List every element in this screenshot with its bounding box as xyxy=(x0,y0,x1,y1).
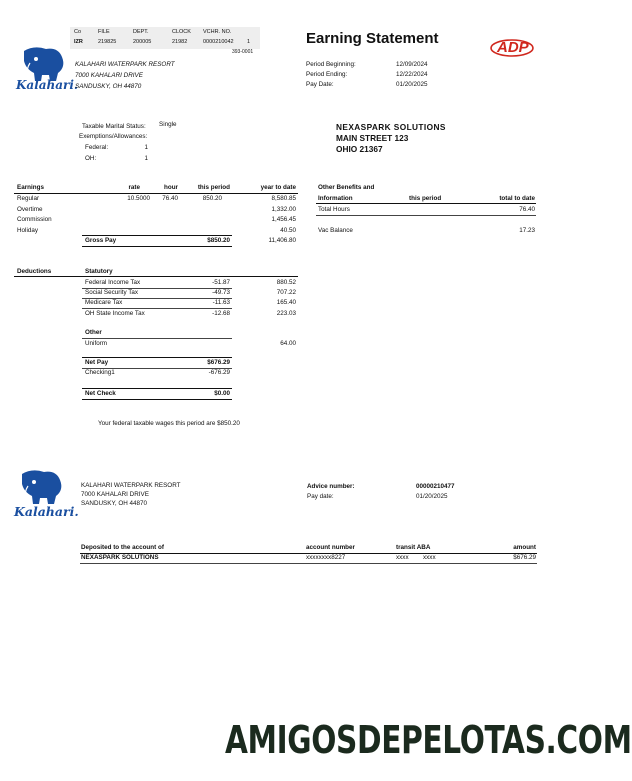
deduction-ytd: 707.22 xyxy=(276,289,296,296)
earning-ytd: 40.50 xyxy=(280,227,296,234)
marital-status-value: Single xyxy=(159,121,177,128)
benefits-heading-line1: Other Benefits and xyxy=(318,184,375,191)
advice-employer-name: KALAHARI WATERPARK RESORT xyxy=(81,482,181,489)
table-row xyxy=(318,227,536,236)
gross-bottom-rule xyxy=(82,246,232,247)
deduction-period: -49.73 xyxy=(212,289,230,296)
doc-number: 393-0001 xyxy=(232,49,254,55)
deductions-heading: Deductions xyxy=(17,268,52,275)
kalahari-logo-text: Kalahari. xyxy=(14,504,79,519)
earnings-col-ytd: year to date xyxy=(260,184,296,191)
table-row xyxy=(17,206,298,215)
advice-number-label: Advice number: xyxy=(307,483,355,490)
benefit-name: Total Hours xyxy=(318,206,350,213)
employer-name: KALAHARI WATERPARK RESORT xyxy=(75,61,175,68)
employer-street: 7000 KAHALARI DRIVE xyxy=(75,72,143,79)
table-row xyxy=(17,195,298,204)
table-row xyxy=(85,279,298,288)
checking-value: -676.29 xyxy=(208,369,230,376)
net-pay-value: $676.29 xyxy=(207,359,230,366)
deduction-period: -51.87 xyxy=(212,279,230,286)
oh-label: OH: xyxy=(85,155,97,162)
benefit-name: Vac Balance xyxy=(318,227,353,234)
deposit-row-rule xyxy=(80,563,537,564)
benefit-total: 17.23 xyxy=(519,227,535,234)
earning-name: Regular xyxy=(17,195,40,202)
deposit-name: NEXASPARK SOLUTIONS xyxy=(81,554,159,561)
earning-period: 850.20 xyxy=(202,195,222,202)
gross-top-rule xyxy=(82,235,232,236)
employee-street: MAIN STREET 123 xyxy=(336,133,409,143)
earnings-col-period: this period xyxy=(197,184,230,191)
earnings-col-hour: hour xyxy=(164,184,178,191)
table-row xyxy=(17,216,298,225)
earning-ytd: 1,332.00 xyxy=(271,206,296,213)
deduction-row-rule xyxy=(82,308,232,309)
amount-label: amount xyxy=(513,544,536,551)
net-check-bottom-rule xyxy=(82,399,232,400)
earnings-heading: Earnings xyxy=(17,184,44,191)
earning-hour: 76.40 xyxy=(162,195,178,202)
header-label-vchr: VCHR. NO. xyxy=(203,29,232,35)
earnings-col-rate: rate xyxy=(128,184,140,191)
gross-pay-period: $850.20 xyxy=(207,237,230,244)
benefits-col-period: this period xyxy=(409,195,442,202)
deduction-name: Federal Income Tax xyxy=(85,279,141,286)
adp-logo xyxy=(490,38,534,58)
table-row xyxy=(318,206,536,215)
header-value-file: 219825 xyxy=(98,39,117,45)
advice-pay-date-value: 01/20/2025 xyxy=(416,493,448,500)
deduction-name: Medicare Tax xyxy=(85,299,123,306)
header-value-seq: 1 xyxy=(247,39,251,45)
deduction-ytd: 165.40 xyxy=(276,299,296,306)
adp-logo-text: ADP xyxy=(497,39,529,56)
benefits-row-rule xyxy=(316,215,536,216)
benefits-col-total: total to date xyxy=(499,195,535,202)
header-value-co: IZR xyxy=(74,39,83,45)
pay-date-value: 01/20/2025 xyxy=(396,81,428,88)
earning-ytd: 8,580.85 xyxy=(271,195,296,202)
marital-status-label: Taxable Marital Status: xyxy=(82,123,146,130)
statutory-label: Statutory xyxy=(85,268,113,275)
employer-city: SANDUSKY, OH 44870 xyxy=(75,83,142,90)
table-row xyxy=(85,289,298,298)
deduction-name: Social Security Tax xyxy=(85,289,139,296)
other-header-rule xyxy=(82,338,232,339)
watermark: AMIGOSDEPELOTAS.COM xyxy=(225,718,632,762)
gross-pay-ytd: 11,406.80 xyxy=(268,237,296,244)
kalahari-logo-advice xyxy=(14,468,79,522)
kalahari-logo xyxy=(16,45,79,95)
account-number-label: account number xyxy=(306,544,355,551)
transit-aba-label: transit ABA xyxy=(396,544,431,551)
deduction-name: Uniform xyxy=(85,340,108,347)
header-label-dept: DEPT. xyxy=(133,29,149,35)
net-pay-label: Net Pay xyxy=(85,359,109,366)
exemptions-label: Exemptions/Allowances: xyxy=(79,133,148,140)
header-value-clock: 21982 xyxy=(172,39,188,45)
period-begin-value: 12/09/2024 xyxy=(396,61,428,68)
deduction-name: OH State Income Tax xyxy=(85,310,145,317)
header-label-clock: CLOCK xyxy=(172,29,191,35)
statement-title: Earning Statement xyxy=(306,30,439,47)
deposit-aba: xxxx xyxy=(423,554,436,561)
federal-label: Federal: xyxy=(85,144,109,151)
period-begin-label: Period Beginning: xyxy=(306,61,356,68)
benefits-header-rule xyxy=(316,203,536,204)
table-row xyxy=(85,340,298,349)
gross-pay-label: Gross Pay xyxy=(85,237,117,244)
pay-date-label: Pay Date: xyxy=(306,81,334,88)
federal-wages-note: Your federal taxable wages this period are $850.20 xyxy=(98,420,240,427)
period-end-value: 12/22/2024 xyxy=(396,71,428,78)
net-check-top-rule xyxy=(82,388,232,389)
net-pay-top-rule xyxy=(82,357,232,358)
deposit-label: Deposited to the account of xyxy=(81,544,164,551)
header-label-file: FILE xyxy=(98,29,110,35)
oh-value: 1 xyxy=(144,155,148,162)
table-row xyxy=(81,554,537,563)
employee-name: NEXASPARK SOLUTIONS xyxy=(336,122,446,132)
deposit-transit: xxxx xyxy=(396,554,409,561)
other-label: Other xyxy=(85,329,102,336)
federal-value: 1 xyxy=(144,144,148,151)
header-label-co: Co xyxy=(74,29,82,35)
deduction-ytd: 880.52 xyxy=(276,279,296,286)
earning-ytd: 1,456.45 xyxy=(271,216,296,223)
earning-rate: 10.5000 xyxy=(127,195,150,202)
period-end-label: Period Ending: xyxy=(306,71,348,78)
earnings-header-rule xyxy=(14,193,298,194)
net-check-value: $0.00 xyxy=(214,390,230,397)
header-value-vchr: 0000210042 xyxy=(203,39,234,45)
checking-label: Checking1 xyxy=(85,369,115,376)
employee-city: OHIO 21367 xyxy=(336,144,383,154)
earning-name: Holiday xyxy=(17,227,38,234)
header-value-dept: 200005 xyxy=(133,39,152,45)
advice-employer-street: 7000 KAHALARI DRIVE xyxy=(81,491,149,498)
deposit-amount: $676.29 xyxy=(513,554,536,561)
header-code-box xyxy=(70,27,260,49)
deduction-period: -11.63 xyxy=(212,299,230,306)
deduction-ytd: 223.03 xyxy=(276,310,296,317)
benefit-total: 76.40 xyxy=(519,206,535,213)
advice-employer-city: SANDUSKY, OH 44870 xyxy=(81,500,148,507)
net-check-label: Net Check xyxy=(85,390,116,397)
deposit-account: xxxxxxxx8227 xyxy=(306,554,346,561)
earning-name: Commission xyxy=(17,216,52,223)
earning-name: Overtime xyxy=(17,206,43,213)
deduction-period: -12.68 xyxy=(212,310,230,317)
table-row xyxy=(85,299,298,308)
deduction-ytd: 64.00 xyxy=(280,340,296,347)
advice-pay-date-label: Pay date: xyxy=(307,493,334,500)
table-row xyxy=(85,310,298,319)
kalahari-logo-text: Kalahari. xyxy=(16,78,79,92)
benefits-heading-line2: Information xyxy=(318,195,353,202)
advice-number-value: 00000210477 xyxy=(416,483,455,490)
deductions-header-rule xyxy=(14,276,298,277)
